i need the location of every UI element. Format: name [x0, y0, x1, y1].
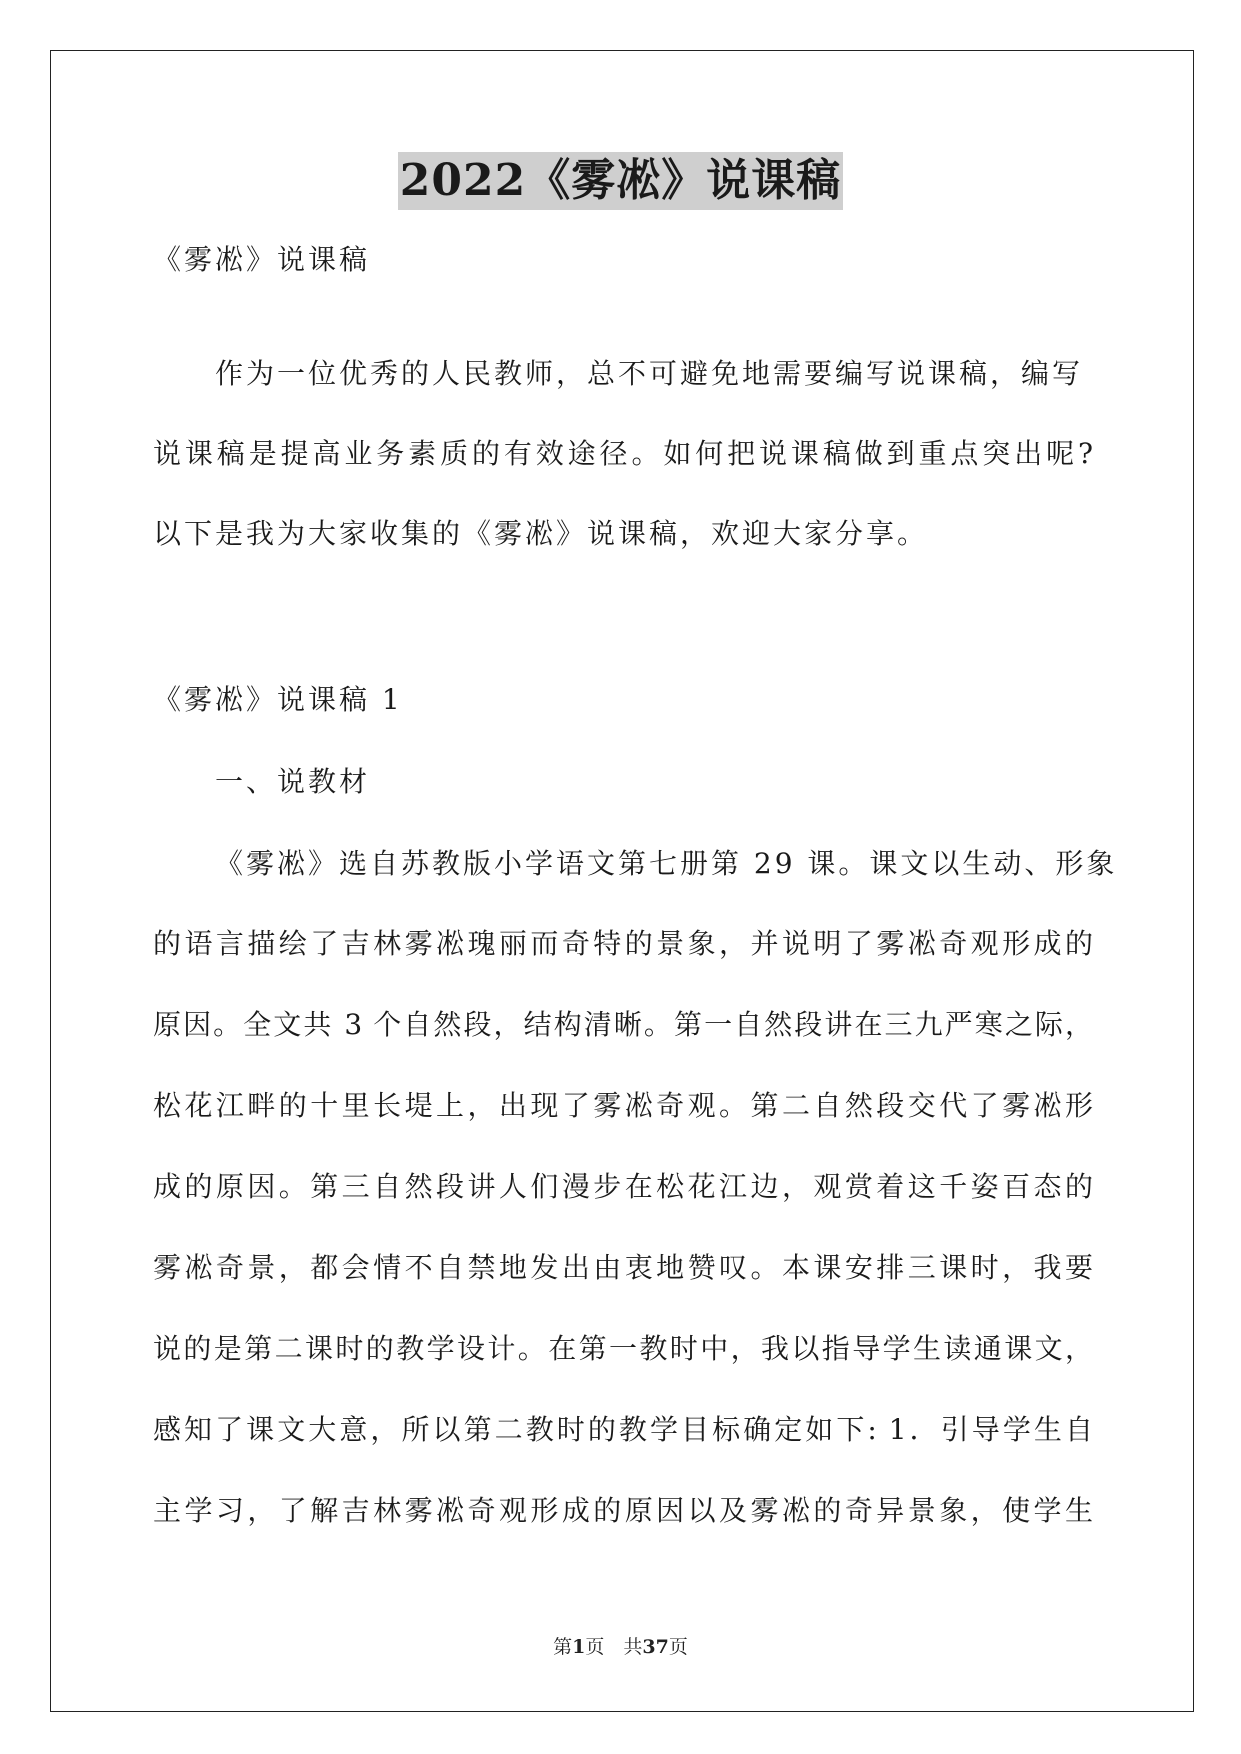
page-mid: 页 共 [585, 1636, 643, 1658]
page-total: 37 [642, 1636, 669, 1658]
body-line [153, 1329, 1093, 1369]
body-line [153, 924, 1093, 964]
body-line-text: 的语言描绘了吉林雾凇瑰丽而奇特的景象，并说明了雾凇奇观形成的 [153, 927, 1093, 960]
body-line [153, 1086, 1093, 1126]
body-line-text: 主学习，了解吉林雾凇奇观形成的原因以及雾凇的奇异景象，使学生 [153, 1494, 1093, 1527]
body-line-text: 成的原因。第三自然段讲人们漫步在松花江边，观赏着这千姿百态的 [153, 1170, 1093, 1203]
body-line [153, 1410, 1093, 1450]
intro-line [153, 434, 1093, 474]
body-line-text: 说的是第二课时的教学设计。在第一教时中，我以指导学生读通课文， [153, 1332, 1093, 1365]
intro-line-text: 说课稿是提高业务素质的有效途径。如何把说课稿做到重点突出呢? [153, 437, 1093, 470]
body-line-text: 感知了课文大意，所以第二教时的教学目标确定如下: 1．引导学生自 [153, 1413, 1093, 1446]
body-line [153, 1167, 1093, 1207]
body-line [153, 1248, 1093, 1288]
title-container [0, 152, 1241, 210]
body-line [153, 1005, 1093, 1045]
body-line-text: 原因。全文共 3 个自然段，结构清晰。第一自然段讲在三九严寒之际， [153, 1008, 1093, 1041]
page-footer [0, 1634, 1241, 1660]
body-line-text: 松花江畔的十里长堤上，出现了雾凇奇观。第二自然段交代了雾凇形 [153, 1089, 1093, 1122]
part-heading: 一、说教材 [215, 765, 371, 798]
document-subtitle: 《雾凇》说课稿 [153, 243, 371, 276]
body-line-text: 雾凇奇景，都会情不自禁地发出由衷地赞叹。本课安排三课时，我要 [153, 1251, 1093, 1284]
intro-line: 作为一位优秀的人民教师，总不可避免地需要编写说课稿，编写 [215, 357, 1084, 390]
body-line: 《雾凇》选自苏教版小学语文第七册第 29 课。课文以生动、形象 [215, 847, 1118, 880]
body-line [153, 1491, 1093, 1531]
page-current: 1 [572, 1636, 586, 1658]
page-suffix: 页 [668, 1636, 688, 1658]
document-title: 2022《雾凇》说课稿 [398, 152, 843, 210]
page-prefix: 第 [553, 1636, 573, 1658]
section-heading: 《雾凇》说课稿 1 [153, 683, 403, 716]
intro-line: 以下是我为大家收集的《雾凇》说课稿，欢迎大家分享。 [153, 517, 929, 550]
